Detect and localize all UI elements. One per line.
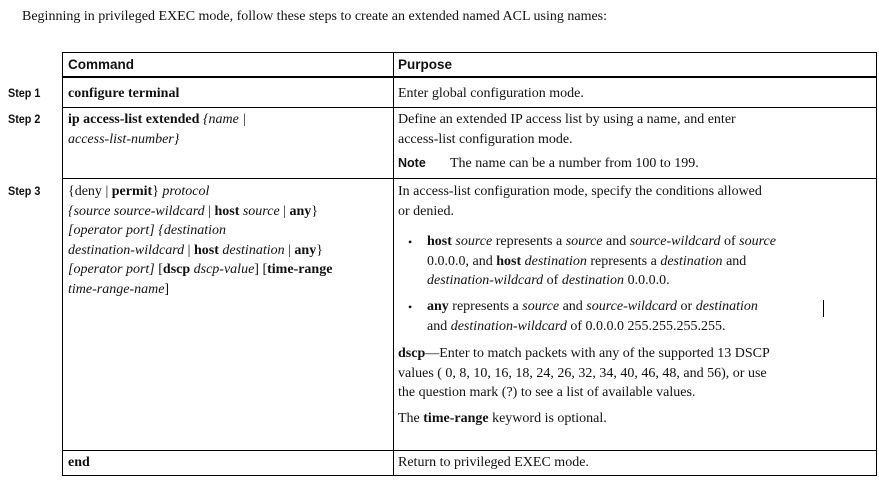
bullet-host: host source represents a source and source-wildcard of source 0.0.0.0, and host destination represents a destination and destination-wildcard of destination 0.0.0.0. <box>427 234 776 288</box>
row-divider <box>62 450 876 451</box>
row4-command: end <box>68 455 90 470</box>
row1-purpose: Enter global configuration mode. <box>398 86 584 101</box>
bullet-dot: • <box>408 235 413 249</box>
step-1-label: Step 1 <box>8 86 41 100</box>
note-text: The name can be a number from 100 to 199. <box>450 156 699 171</box>
table-left-border <box>62 52 63 476</box>
row2-purpose: Define an extended IP access list by using a name, and enter access-list configuration mode. <box>398 112 736 147</box>
row4-purpose: Return to privileged EXEC mode. <box>398 455 589 470</box>
bullet-dot: • <box>408 300 413 314</box>
step-2-label: Step 2 <box>8 112 41 126</box>
table-bottom-border <box>62 475 876 476</box>
header-purpose: Purpose <box>398 57 453 72</box>
intro-text: Beginning in privileged EXEC mode, follow these steps to create an extended named ACL using names: <box>22 9 608 24</box>
row3-time-range-text: The time-range keyword is optional. <box>398 411 607 426</box>
text-cursor <box>823 300 824 317</box>
row2-note <box>398 156 699 172</box>
row-divider <box>62 107 876 108</box>
table-top-border <box>62 52 876 53</box>
column-divider <box>393 52 394 476</box>
header-rule <box>62 76 876 78</box>
row1-command: configure terminal <box>68 86 180 101</box>
table-right-border <box>876 52 877 476</box>
row3-purpose-intro: In access-list configuration mode, specify the conditions allowed or denied. <box>398 184 762 219</box>
note-label: Note <box>398 156 426 170</box>
row2-command: ip access-list extended {name | access-list-number} <box>68 112 247 147</box>
row-divider <box>62 178 876 179</box>
step-3-label: Step 3 <box>8 184 41 198</box>
row3-dscp-text: dscp—Enter to match packets with any of the supported 13 DSCP values ( 0, 8, 10, 16, 18, 24, 26, 32, 34, 40, 46, 48, and 56), or use the question mark (?) to see a list of available values. <box>398 346 770 400</box>
row3-command: {deny | permit} protocol {source source-wildcard | host source | any} [operator port] {destination destination-wildcard | host destination | any} [operator port] [dscp dscp-value] [time-range time-range-name] <box>68 184 333 297</box>
bullet-any: any represents a source and source-wildcard or destination and destination-wildcard of 0.0.0.0 255.255.255.255. <box>427 299 758 334</box>
header-command: Command <box>68 57 135 72</box>
